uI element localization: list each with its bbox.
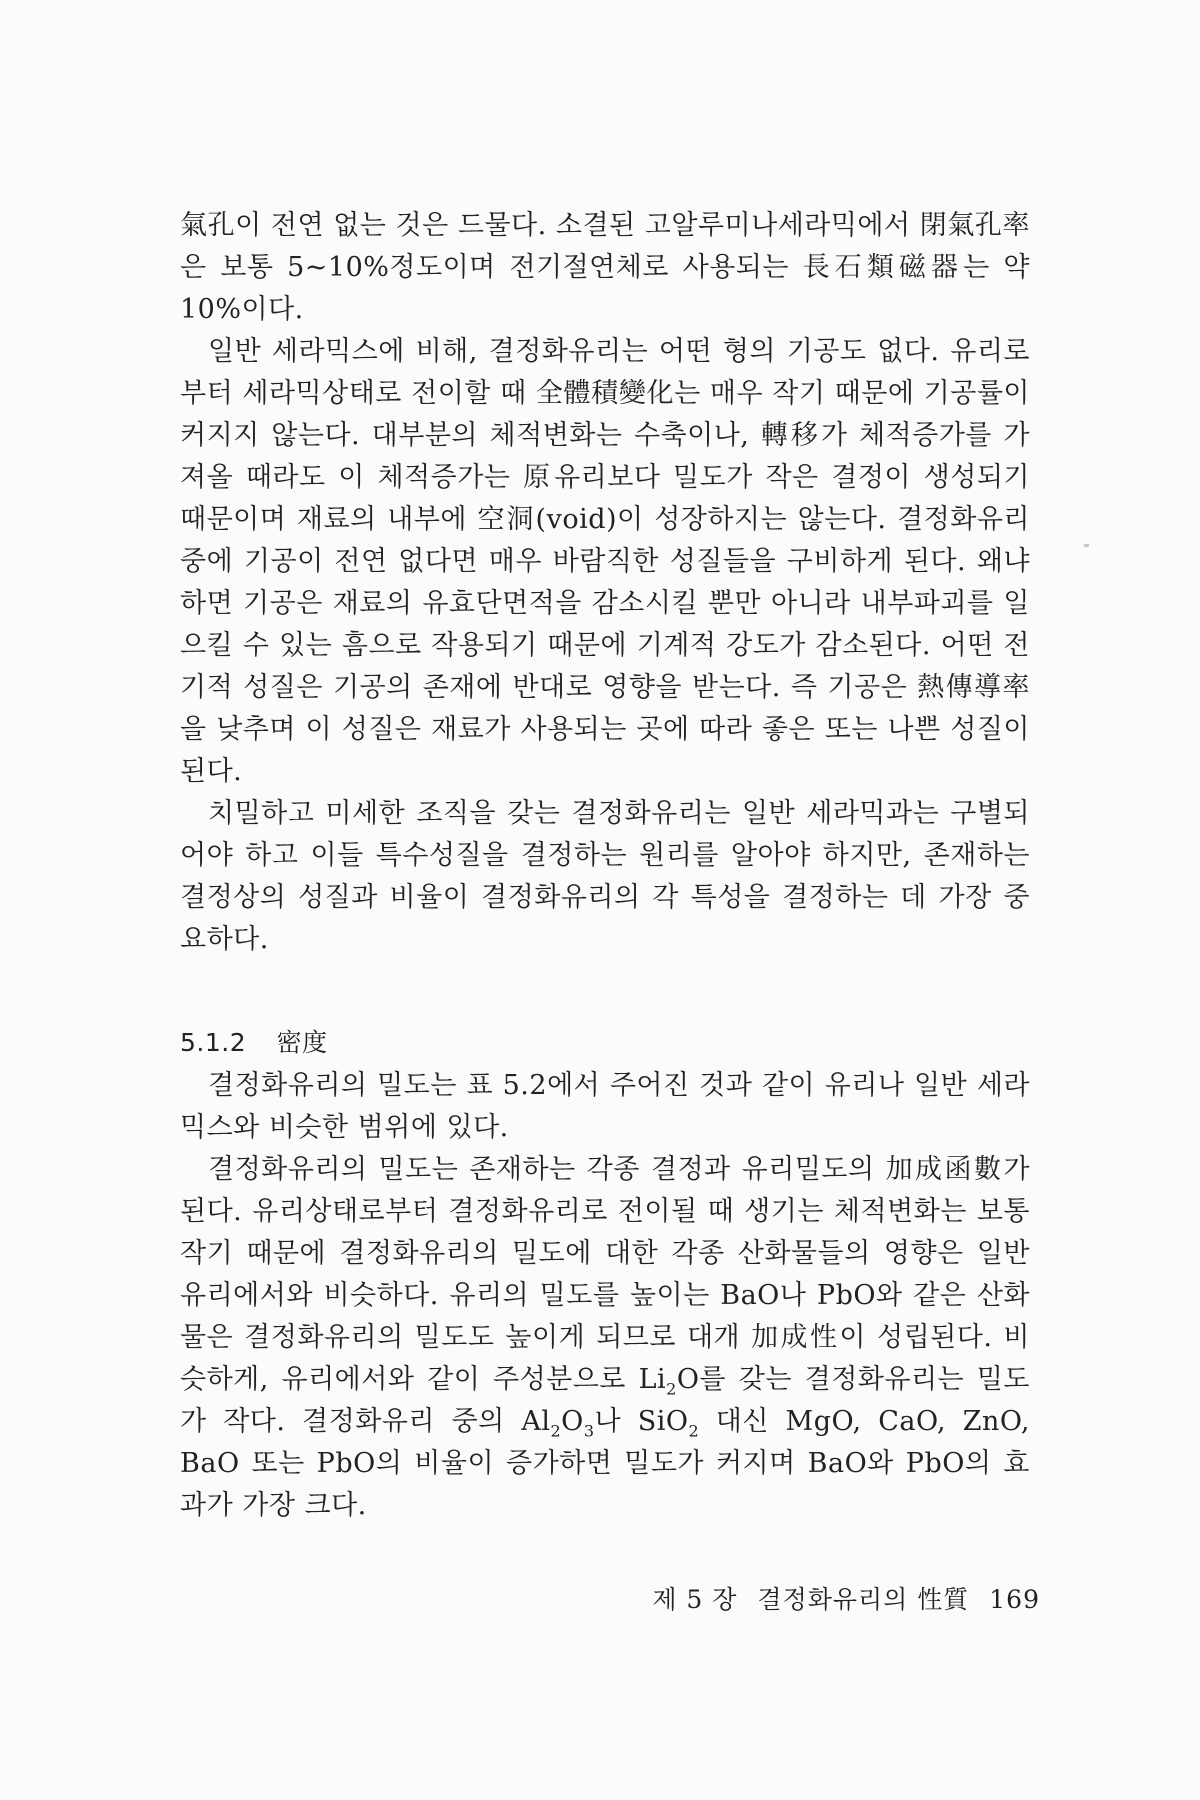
section-number: 5.1.2: [180, 1028, 247, 1057]
footer-chapter-title: 결정화유리의 性質: [757, 1585, 970, 1614]
paragraph-microstructure: 치밀하고 미세한 조직을 갖는 결정화유리는 일반 세라믹과는 구별되어야 하고 이들 특수성질을 결정하는 원리를 알아야 하지만, 존재하는 결정상의 성질과 비율이 결정화유리의 각 특성을 결정하는 데 가장 중요하다.: [180, 798, 1030, 955]
paragraph-pores-continued: 氣孔이 전연 없는 것은 드물다. 소결된 고알루미나세라믹에서 閉氣孔率은 보통 5~10%정도이며 전기절연체로 사용되는 長石類磁器는 약 10%이다.: [180, 210, 1030, 325]
paragraph-density-additivity: [180, 1149, 1030, 1527]
density-text-after-li2o: 를 갖는 결정화유리는 밀도가 작다. 결정화유리 중의: [180, 1364, 1030, 1437]
page-footer: [640, 1582, 1040, 1618]
density-text-tail: 대신 MgO, CaO, ZnO, BaO 또는 PbO의 비율이 증가하면 밀도가 커지며 BaO와 PbO의 효과가 가장 크다.: [180, 1406, 1031, 1521]
paragraph-porosity: 일반 세라믹스에 비해, 결정화유리는 어떤 형의 기공도 없다. 유리로부터 세라믹상태로 전이할 때 全體積變化는 매우 작기 때문에 기공률이 커지지 않는다. 대부분의 체적변화는 수축이나, 轉移가 체적증가를 가져올 때라도 이 체적증가는 原유리보다 밀도가 작은 결정이 생성되기 때문이며 재료의 내부에 空洞(void)이 성장하지는 않는다. 결정화유리 중에 기공이 전연 없다면 매우 바람직한 성질들을 구비하게 된다. 왜냐하면 기공은 재료의 유효단면적을 감소시킬 뿐만 아니라 내부파괴를 일으킬 수 있는 흠으로 작용되기 때문에 기계적 강도가 감소된다. 어떤 전기적 성질은 기공의 존재에 반대로 영향을 받는다. 즉 기공은 熱傳導率을 낮추며 이 성질은 재료가 사용되는 곳에 따라 좋은 또는 나쁜 성질이 된다.: [180, 336, 1030, 787]
footer-chapter: 제 5 장: [652, 1585, 738, 1614]
page-body: [180, 205, 1030, 1527]
scan-speck: [1084, 544, 1089, 547]
density-additivity-text: 결정화유리의 밀도는 존재하는 각종 결정과 유리밀도의 加成函數가 된다. 유리상태로부터 결정화유리로 전이될 때 생기는 체적변화는 보통 작기 때문에 결정화유리의 밀도에 대한 각종 산화물들의 영향은 일반 유리에서와 비슷하다. 유리의 밀도를 높이는 BaO나 PbO와 같은 산화물은 결정화유리의 밀도도 높이게 되므로 대개 加成性이 성립된다. 비슷하게, 유리에서와 같이 주성분으로: [180, 1154, 1030, 1395]
density-text-mid: 나: [594, 1406, 638, 1437]
page-number: 169: [989, 1585, 1040, 1614]
section-title: 密度: [276, 1028, 328, 1057]
paragraph-density-range: 결정화유리의 밀도는 표 5.2에서 주어진 것과 같이 유리나 일반 세라믹스와 비슷한 범위에 있다.: [180, 1070, 1030, 1143]
formula-al2o3: $Al_2O_3$: [521, 1406, 595, 1441]
section-heading: [180, 1023, 1030, 1063]
formula-sio2: SiO$_2$: [637, 1406, 700, 1441]
formula-li2o: $Li_2O$: [638, 1364, 700, 1399]
